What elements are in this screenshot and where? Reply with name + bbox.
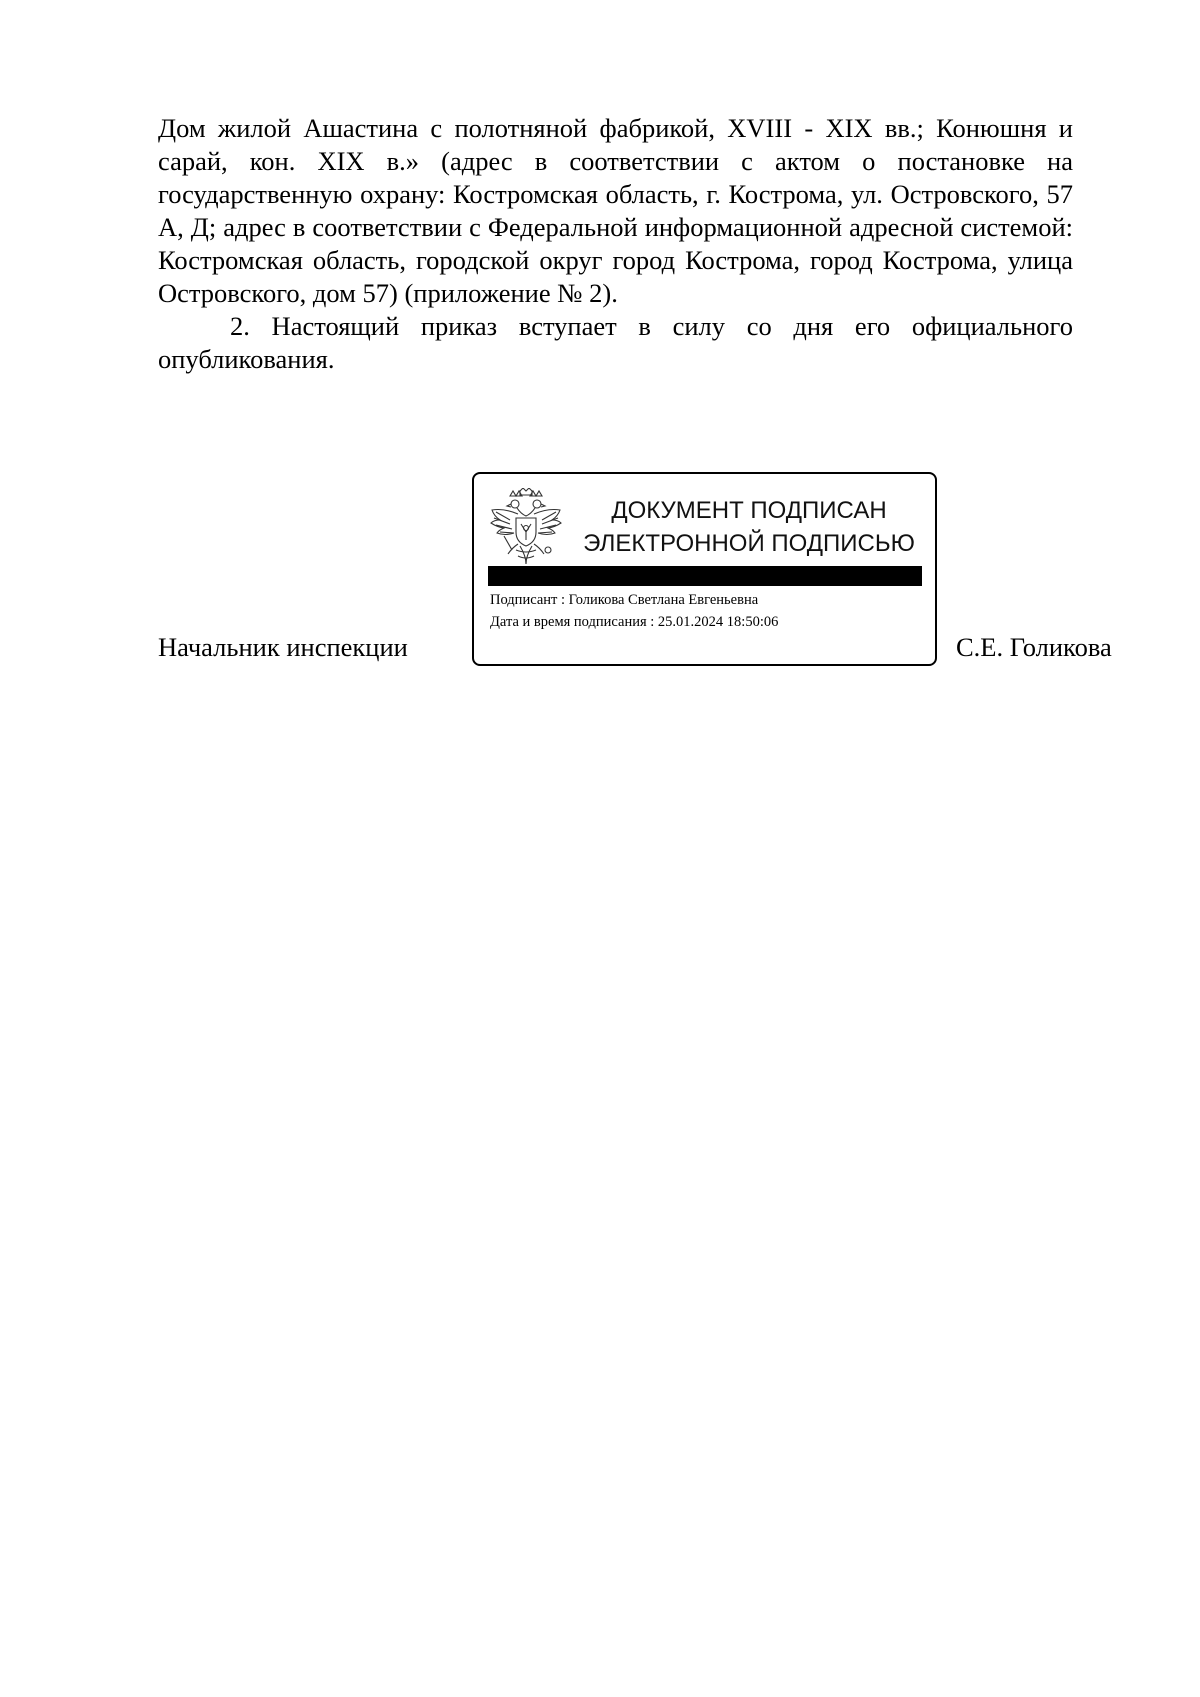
signatory-name: С.Е. Голикова <box>956 632 1112 662</box>
stamp-divider-bar <box>488 566 922 586</box>
signatory-position: Начальник инспекции <box>158 632 408 662</box>
russian-coat-of-arms-icon <box>488 488 564 568</box>
stamp-details <box>490 589 778 633</box>
stamp-signer: Подписант : Голикова Светлана Евгеньевна <box>490 592 759 608</box>
stamp-title-line-2: ЭЛЕКТРОННОЙ ПОДПИСЬЮ <box>583 530 915 557</box>
paragraph-effective-date: 2. Настоящий приказ вступает в силу со дня его официального опубликования. <box>158 311 1073 374</box>
paragraph-object-description: Дом жилой Ашастина с полотняной фабрикой, XVIII - XIX вв.; Конюшня и сарай, кон. XIX в.» (адрес в соответствии с актом о постановке на государственную охрану: Костромская область, г. Кострома, ул. Островского, 57 А, Д; адрес в соответствии с Федеральной информационной адресной системой: Костромская область, городской округ город Кострома, город Кострома, улица Островского, дом 57) (приложение № 2). <box>158 113 1073 308</box>
electronic-signature-stamp <box>472 472 937 666</box>
stamp-title-line-1: ДОКУМЕНТ ПОДПИСАН <box>611 497 887 524</box>
document-body <box>158 112 1073 376</box>
stamp-datetime: Дата и время подписания : 25.01.2024 18:50:06 <box>490 614 779 630</box>
stamp-title <box>574 494 924 560</box>
